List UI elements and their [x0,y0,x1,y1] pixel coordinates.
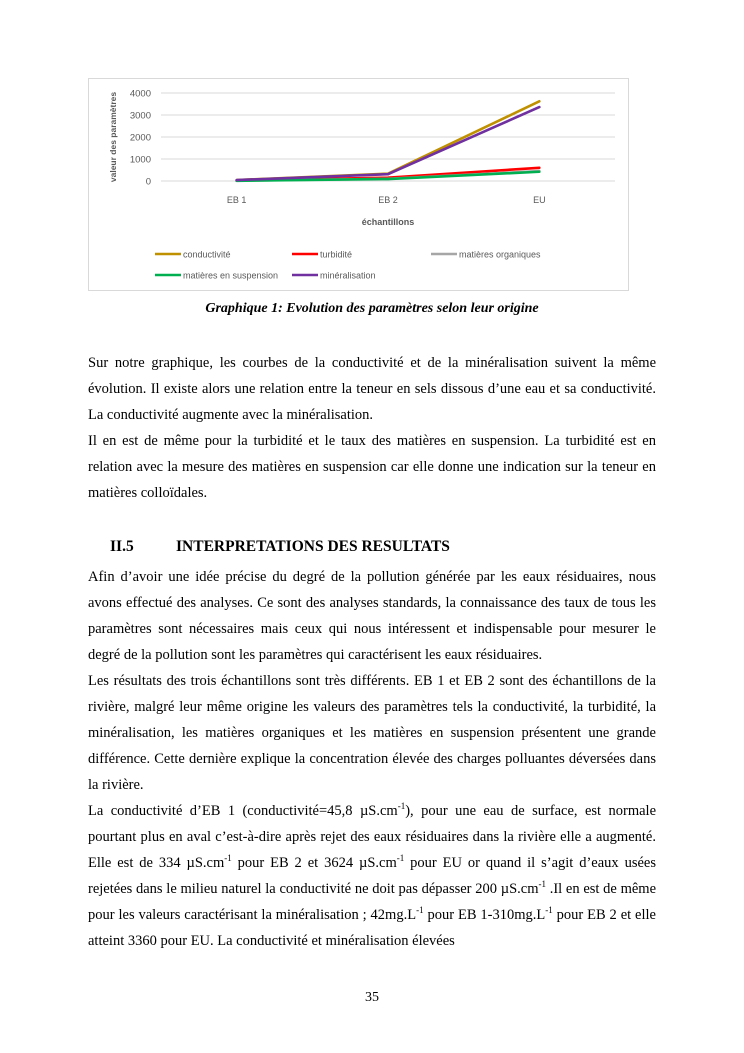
series-line-minéralisation [237,107,540,180]
x-tick-label: EU [533,195,546,205]
body-text-1 [88,350,656,506]
body-text-2 [88,564,656,954]
y-tick-label: 3000 [129,110,151,122]
x-tick-label: EB 2 [378,195,398,205]
line-chart [89,79,630,292]
x-tick-label: EB 1 [226,195,247,205]
y-tick-label: 4000 [129,88,151,100]
section-number: II.5 [110,538,134,555]
paragraph: Les résultats des trois échantillons sont très différents. EB 1 et EB 2 sont des échantillons de la rivière, malgré leur même origine les valeurs des paramètres tels la conductivité, la turbidité, la minéralisation, les matières organiques et les matières en suspension présentent une grande différence. Cette dernière explique la concentration élevée des charges polluantes déversées dans la rivière. [88,673,656,793]
paragraph: Afin d’avoir une idée précise du degré de la pollution générée par les eaux résiduaires, nous avons effectué des analyses. Ce sont des analyses standards, la connaissance des taux de tous les paramètres sont nécessaires mais ceux qui nous intéressent et indispensable pour mesurer le degré de la pollution sont les paramètres qui caractérisent les eaux résiduaires. [88,569,656,663]
page-number: 35 [365,990,379,1005]
series-line-conductivité [237,101,540,180]
y-tick-label: 1000 [129,154,151,166]
figure-caption: Graphique 1: Evolution des paramètres selon leur origine [205,301,539,316]
legend-label: minéralisation [320,270,376,281]
y-tick-label: 0 [145,176,151,188]
paragraph: La conductivité d’EB 1 (conductivité=45,8 $\mu S.cm^{-1}$), pour une eau de surface, est normale pourtant plus en aval c’est-à-dire après rejet des eaux résiduaires dans la rivière elle a augmenté. Elle est de 334 $\mu S.cm^{-1}$ pour EB 2 et 3624 $\mu S.cm^{-1}$ pour EU or quand il s’agit d’eaux usées rejetées dans le milieu naturel la conductivité ne doit pas dépasser 200 $\mu S.cm^{-1}$ .Il en est de même pour les valeurs caractérisant la minéralisation ; $42mg.L^{-1}$ pour EB $1-310mg.L^{-1}$ pour EB 2 et elle atteint 3360 pour EU. La conductivité et minéralisation élevées [88,801,657,949]
paragraph: Sur notre graphique, les courbes de la conductivité et de la minéralisation suivent la même évolution. Il existe alors une relation entre la teneur en sels dissous d’une eau et sa conductivité. La conductivité augmente avec la minéralisation. [88,355,656,423]
y-tick-label: 2000 [129,132,151,144]
legend-label: turbidité [320,249,353,260]
legend-label: matières organiques [459,249,541,260]
paragraph: Il en est de même pour la turbidité et le taux des matières en suspension. La turbidité est en relation avec la mesure des matières en suspension car elle donne une indication sur la teneur en matières colloïdales. [88,433,656,501]
section-heading [110,538,450,556]
x-axis-title: échantillons [361,217,415,227]
legend-label: matières en suspension [183,270,279,281]
legend-label: conductivité [183,249,231,260]
y-axis-title: valeur des paramètres [108,91,118,183]
chart-frame [88,78,629,291]
section-title: INTERPRETATIONS DES RESULTATS [176,538,450,555]
